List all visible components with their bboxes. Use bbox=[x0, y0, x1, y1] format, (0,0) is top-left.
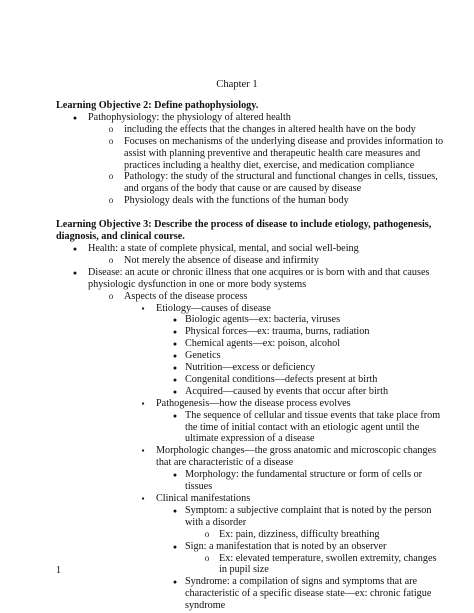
circle-bullet-icon bbox=[106, 291, 116, 303]
list-item: ● Congenital conditions—defects present at birth bbox=[56, 374, 446, 386]
bullet-icon bbox=[70, 267, 80, 280]
list-item: ● Sign: a manifestation that is noted by an observer bbox=[56, 541, 446, 553]
document-body bbox=[56, 100, 446, 612]
learning-objective-2-heading: Learning Objective 2: Define pathophysiology. bbox=[56, 100, 259, 111]
list-item: ● Chemical agents—ex: poison, alcohol bbox=[56, 338, 446, 350]
bullet-icon bbox=[170, 469, 180, 482]
list-item: o Pathology: the study of the structural and functional changes in cells, tissues, and organs of the body that cause or are caused by disease bbox=[56, 171, 446, 195]
list-item: o Ex: elevated temperature, swollen extremity, changes in pupil size bbox=[56, 553, 446, 577]
list-item: ▪ Morphologic changes—the gross anatomic and microscopic changes that are characteristic of a disease bbox=[56, 445, 446, 469]
list-item: ● Genetics bbox=[56, 350, 446, 362]
list-item: ● Disease: an acute or chronic illness that one acquires or is born with and that causes physiologic dysfunction in one or more body systems bbox=[56, 267, 446, 291]
list-item: ● Biologic agents—ex: bacteria, viruses bbox=[56, 314, 446, 326]
circle-bullet-icon bbox=[106, 171, 116, 183]
list-item: ● Nutrition—excess or deficiency bbox=[56, 362, 446, 374]
circle-bullet-icon bbox=[106, 195, 116, 207]
circle-bullet-icon bbox=[106, 124, 116, 136]
list-item: ● Physical forces—ex: trauma, burns, radiation bbox=[56, 326, 446, 338]
list-item: o Focuses on mechanisms of the underlying disease and provides information to assist with planning preventive and therapeutic health care measures and practices including a healthy diet, exercise, and medication compliance bbox=[56, 136, 446, 172]
circle-bullet-icon bbox=[202, 553, 212, 565]
chapter-title: Chapter 1 bbox=[216, 79, 258, 90]
list-item: ● Acquired—caused by events that occur after birth bbox=[56, 386, 446, 398]
learning-objective-3-heading: Learning Objective 3: Describe the process of disease to include etiology, pathogenesis, diagnosis, and clinical course. bbox=[56, 219, 432, 243]
list-item: ▪ Clinical manifestations bbox=[56, 493, 446, 505]
list-item: ▪ Etiology—causes of disease bbox=[56, 303, 446, 315]
circle-bullet-icon bbox=[106, 255, 116, 267]
list-item: ● Health: a state of complete physical, mental, and social well-being bbox=[56, 243, 446, 255]
list-item: o Ex: pain, dizziness, difficulty breathing bbox=[56, 529, 446, 541]
page-number: 1 bbox=[56, 565, 61, 576]
list-item: ● Symptom: a subjective complaint that is noted by the person with a disorder bbox=[56, 505, 446, 529]
list-item: ● The sequence of cellular and tissue events that take place from the time of initial contact with an etiologic agent until the ultimate expression of a disease bbox=[56, 410, 446, 446]
bullet-icon bbox=[170, 410, 180, 423]
list-item: o Aspects of the disease process bbox=[56, 291, 446, 303]
circle-bullet-icon bbox=[106, 136, 116, 148]
list-item: o Physiology deals with the functions of the human body bbox=[56, 195, 446, 207]
list-item: ● Morphology: the fundamental structure or form of cells or tissues bbox=[56, 469, 446, 493]
list-item: ▪ Pathogenesis—how the disease process evolves bbox=[56, 398, 446, 410]
list-item: ● Syndrome: a compilation of signs and symptoms that are characteristic of a specific disease state—ex: chronic fatigue syndrome bbox=[56, 576, 446, 612]
square-bullet-icon bbox=[138, 445, 148, 458]
list-item: o Not merely the absence of disease and infirmity bbox=[56, 255, 446, 267]
circle-bullet-icon bbox=[202, 529, 212, 541]
bullet-icon bbox=[170, 505, 180, 518]
list-item: o including the effects that the changes in altered health have on the body bbox=[56, 124, 446, 136]
list-item: ● Pathophysiology: the physiology of altered health bbox=[56, 112, 446, 124]
bullet-icon bbox=[170, 576, 180, 589]
